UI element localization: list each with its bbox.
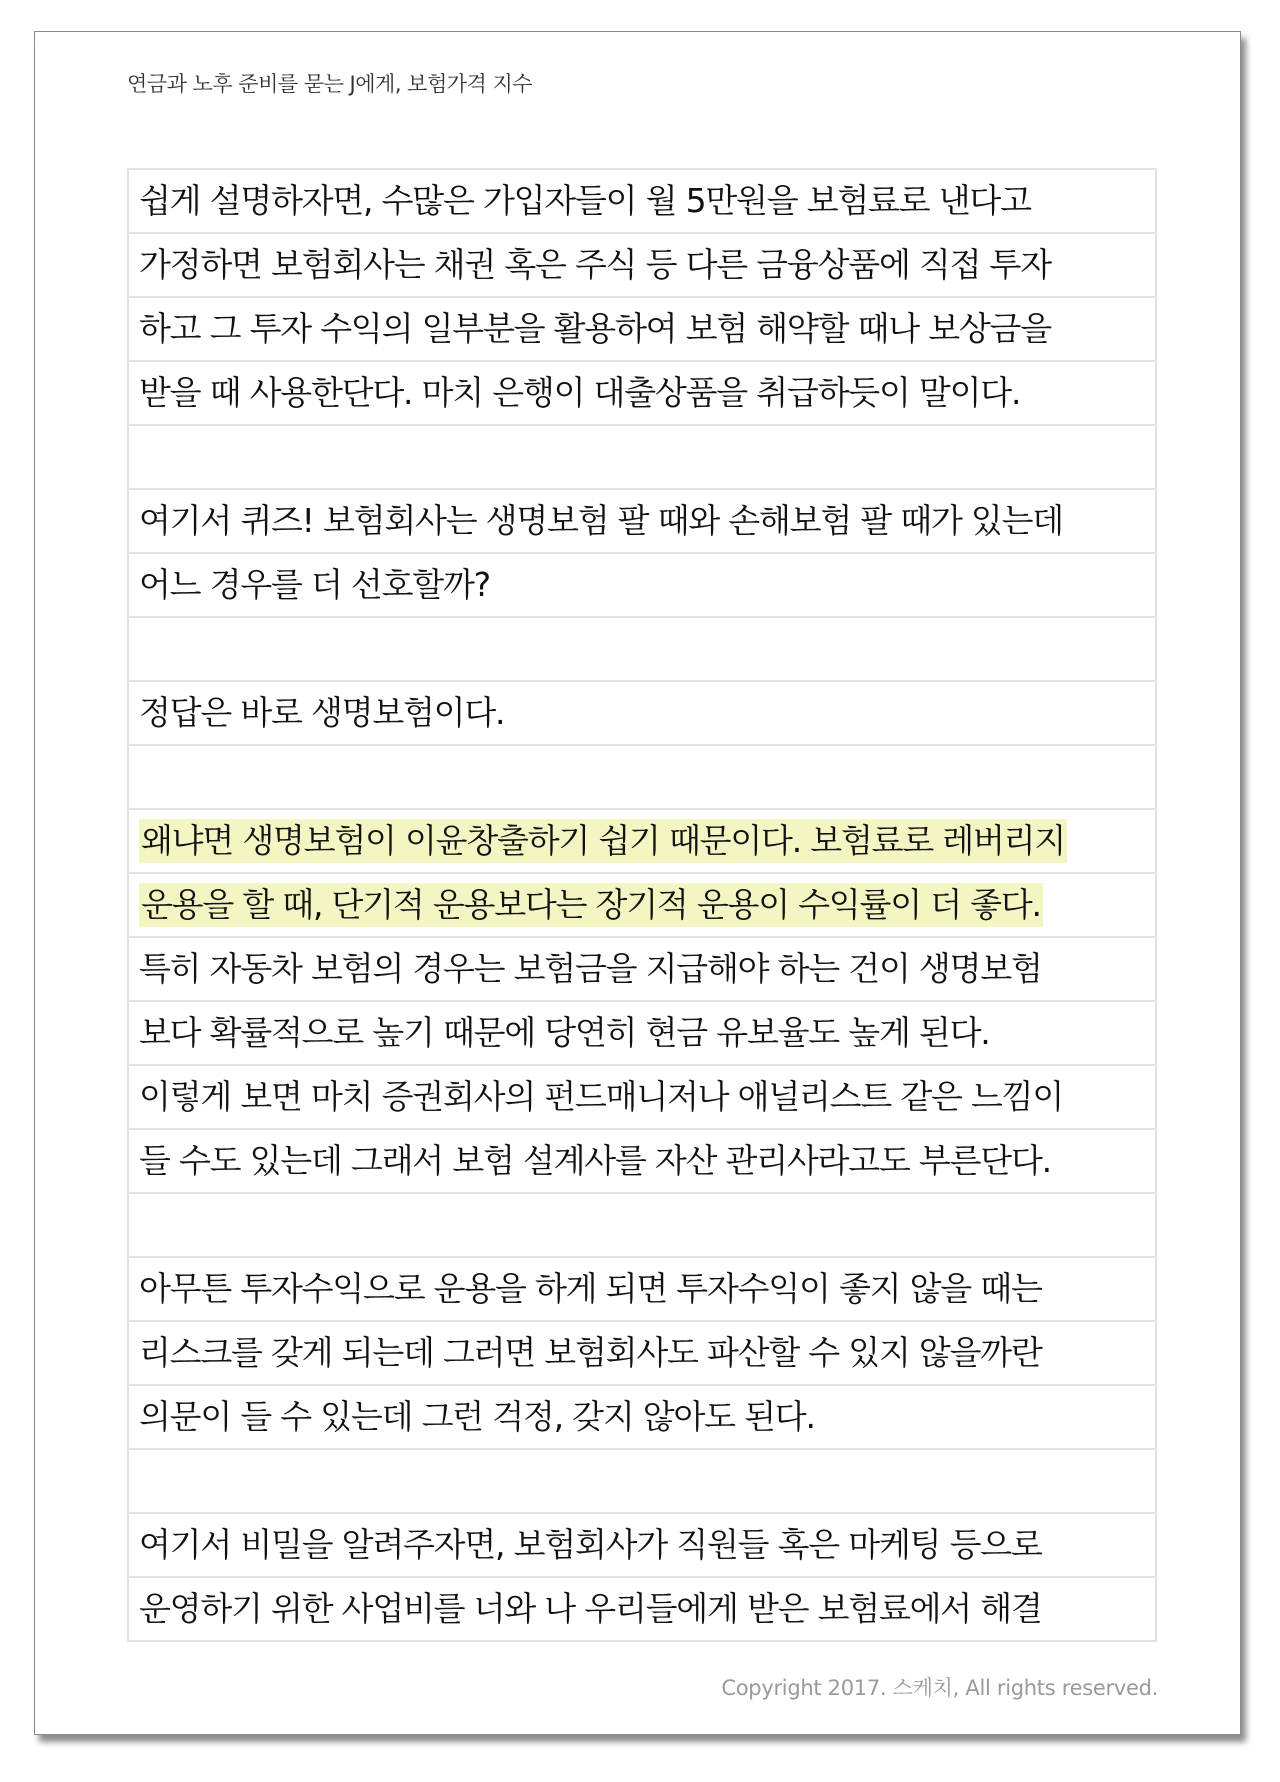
line-text-highlighted: 운용을 할 때, 단기적 운용보다는 장기적 운용이 수익률이 더 좋다. (139, 883, 1043, 927)
text-line (129, 170, 1155, 234)
text-line (129, 1514, 1155, 1578)
text-line (129, 1194, 1155, 1258)
text-line (129, 298, 1155, 362)
text-line (129, 682, 1155, 746)
line-text: 보다 확률적으로 높기 때문에 당연히 현금 유보율도 높게 된다. (139, 1013, 990, 1052)
text-line (129, 618, 1155, 682)
page-header-title: 연금과 노후 준비를 묻는 J에게, 보험가격 지수 (127, 72, 533, 96)
line-text: 여기서 퀴즈! 보험회사는 생명보험 팔 때와 손해보험 팔 때가 있는데 (139, 501, 1063, 540)
line-text: 하고 그 투자 수익의 일부분을 활용하여 보험 해약할 때나 보상금을 (139, 309, 1051, 348)
text-line (129, 938, 1155, 1002)
line-text: 특히 자동차 보험의 경우는 보험금을 지급해야 하는 건이 생명보험 (139, 949, 1042, 988)
line-text: 들 수도 있는데 그래서 보험 설계사를 자산 관리사라고도 부른단다. (139, 1141, 1051, 1180)
text-line (129, 490, 1155, 554)
text-line (129, 1386, 1155, 1450)
text-line (129, 1450, 1155, 1514)
text-line (129, 1130, 1155, 1194)
text-line (129, 362, 1155, 426)
text-line (129, 426, 1155, 490)
text-line (129, 746, 1155, 810)
text-line (129, 1258, 1155, 1322)
line-text: 어느 경우를 더 선호할까? (139, 565, 490, 604)
text-line (129, 810, 1155, 874)
copyright-footer: Copyright 2017. 스케치, All rights reserved. (721, 1676, 1158, 1700)
line-text: 가정하면 보험회사는 채권 혹은 주식 등 다른 금융상품에 직접 투자 (139, 245, 1051, 284)
line-text: 여기서 비밀을 알려주자면, 보험회사가 직원들 혹은 마케팅 등으로 (139, 1525, 1042, 1564)
line-text: 운영하기 위한 사업비를 너와 나 우리들에게 받은 보험료에서 해결 (139, 1589, 1042, 1628)
line-text: 이렇게 보면 마치 증권회사의 펀드매니저나 애널리스트 같은 느낌이 (139, 1077, 1064, 1116)
text-line (129, 234, 1155, 298)
line-text: 리스크를 갖게 되는데 그러면 보험회사도 파산할 수 있지 않을까란 (139, 1333, 1042, 1372)
text-line (129, 1066, 1155, 1130)
text-line (129, 1002, 1155, 1066)
document-page (34, 31, 1241, 1735)
text-line (129, 1322, 1155, 1386)
line-text: 쉽게 설명하자면, 수많은 가입자들이 월 5만원을 보험료로 낸다고 (139, 181, 1031, 220)
line-text: 정답은 바로 생명보험이다. (139, 693, 505, 732)
text-line (129, 554, 1155, 618)
ruled-text-body (127, 168, 1157, 1642)
line-text: 의문이 들 수 있는데 그런 걱정, 갖지 않아도 된다. (139, 1397, 815, 1436)
text-line (129, 874, 1155, 938)
line-text: 받을 때 사용한단다. 마치 은행이 대출상품을 취급하듯이 말이다. (139, 373, 1021, 412)
line-text-highlighted: 왜냐면 생명보험이 이윤창출하기 쉽기 때문이다. 보험료로 레버리지 (139, 819, 1067, 863)
line-text: 아무튼 투자수익으로 운용을 하게 되면 투자수익이 좋지 않을 때는 (139, 1269, 1042, 1308)
text-line (129, 1578, 1155, 1642)
